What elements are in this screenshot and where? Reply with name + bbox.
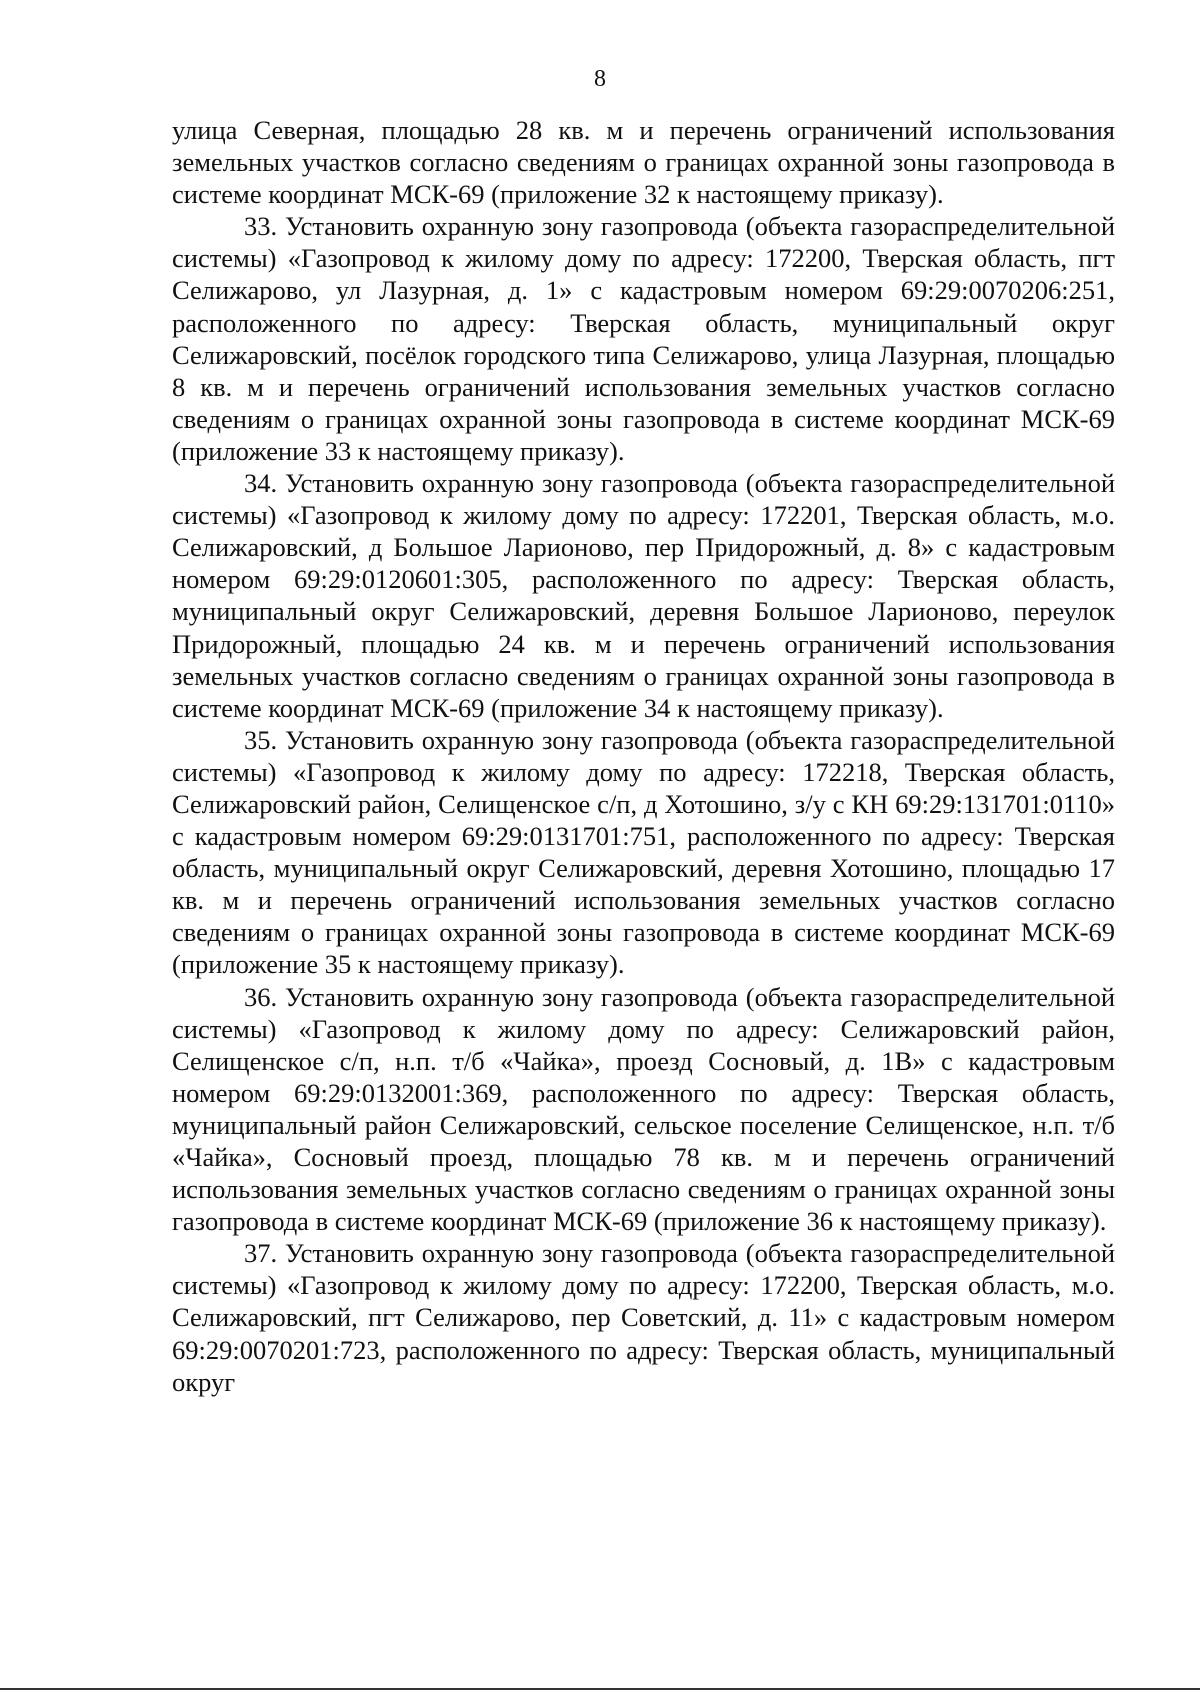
document-body — [172, 114, 1115, 1398]
paragraph-item-36: 36. Установить охранную зону газопровода (объекта газораспределительной системы) «Газопровод к жилому дому по адресу: Селижаровский район, Селищенское с/п, н.п. т/б «Чайка», проезд Сосновый, д. 1В» с кадастровым номером 69:29:0132001:369, расположенного по адресу: Тверская область, муниципальный район Селижаровский, сельское поселение Селищенское, н.п. т/б «Чайка», Сосновый проезд, площадью 78 кв. м и перечень ограничений использования земельных участков согласно сведениям о границах охранной зоны газопровода в системе координат МСК-69 (приложение 36 к настоящему приказу). — [172, 981, 1115, 1237]
paragraph-continuation: улица Северная, площадью 28 кв. м и перечень ограничений использования земельных участков согласно сведениям о границах охранной зоны газопровода в системе координат МСК-69 (приложение 32 к настоящему приказу). — [172, 115, 1115, 210]
page-number: 8 — [594, 66, 606, 92]
paragraph-item-37: 37. Установить охранную зону газопровода (объекта газораспределительной системы) «Газопровод к жилому дому по адресу: 172200, Тверская область, м.о. Селижаровский, пгт Селижарово, пер Советский, д. 11» с кадастровым номером 69:29:0070201:723, расположенного по адресу: Тверская область, муниципальный округ — [172, 1238, 1115, 1397]
page-bottom-edge — [0, 1688, 1200, 1690]
paragraph-item-33: 33. Установить охранную зону газопровода (объекта газораспределительной системы) «Газопровод к жилому дому по адресу: 172200, Тверская область, пгт Селижарово, ул Лазурная, д. 1» с кадастровым номером 69:29:0070206:251, расположенного по адресу: Тверская область, муниципальный округ Селижаровский, посёлок городского типа Селижарово, улица Лазурная, площадью 8 кв. м и перечень ограничений использования земельных участков согласно сведениям о границах охранной зоны газопровода в системе координат МСК-69 (приложение 33 к настоящему приказу). — [172, 211, 1115, 466]
paragraph-item-34: 34. Установить охранную зону газопровода (объекта газораспределительной системы) «Газопровод к жилому дому по адресу: 172201, Тверская область, м.о. Селижаровский, д Большое Ларионово, пер Придорожный, д. 8» с кадастровым номером 69:29:0120601:305, расположенного по адресу: Тверская область, муниципальный округ Селижаровский, деревня Большое Ларионово, переулок Придорожный, площадью 24 кв. м и перечень ограничений использования земельных участков согласно сведениям о границах охранной зоны газопровода в системе координат МСК-69 (приложение 34 к настоящему приказу). — [172, 468, 1115, 723]
paragraph-item-35: 35. Установить охранную зону газопровода (объекта газораспределительной системы) «Газопровод к жилому дому по адресу: 172218, Тверская область, Селижаровский район, Селищенское с/п, д Хотошино, з/у с КН 69:29:131701:0110» с кадастровым номером 69:29:0131701:751, расположенного по адресу: Тверская область, муниципальный округ Селижаровский, деревня Хотошино, площадью 17 кв. м и перечень ограничений использования земельных участков согласно сведениям о границах охранной зоны газопровода в системе координат МСК-69 (приложение 35 к настоящему приказу). — [172, 724, 1115, 980]
